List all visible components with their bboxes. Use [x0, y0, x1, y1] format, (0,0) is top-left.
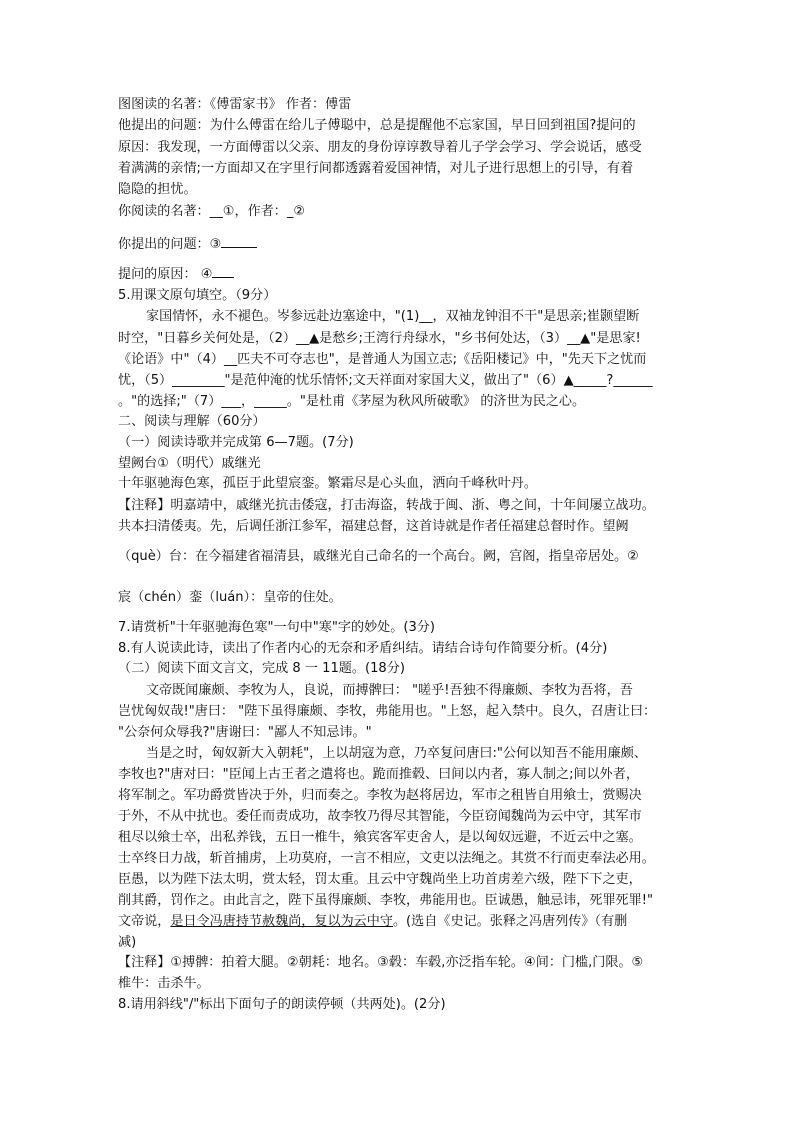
- classical-text-line: 于外，不从中扰也。委任而责成功，故李牧乃得尽其智能，今臣窃闻魏尚为云中守，其军市: [118, 809, 642, 824]
- classical-text-line: 当是之时，匈奴新大入朝耗"，上以胡寇为意，乃卒复问唐曰:"公何以知吾不能用廉颇、: [146, 746, 647, 761]
- classical-text-line: 削其爵，罚作之。由此言之，陛下虽得廉颇、李牧，弗能用也。臣诚愚，触忌讳，死罪死罪!": [118, 893, 654, 908]
- text-line: 时空，"日暮乡关何处是，（2）__▲是愁乡;王湾行舟绿水，"乡书何处达，（3）__▲"是思家!: [118, 331, 641, 346]
- question-item: 7.请赏析"十年驱驰海色寒"一句中"寒"字的妙处。(3分): [118, 620, 436, 635]
- text-line: 图图读的名著：《傅雷家书》 作者：傅雷: [118, 97, 352, 112]
- note-line: 宸（chén）銮（luán）：皇帝的住处。: [118, 590, 342, 605]
- classical-text-line: 租尽以飨士卒，出私养钱，五日一椎牛，飨宾客军吏舍人，是以匈奴远避，不近云中之塞。: [118, 830, 642, 845]
- subsection-heading: （二）阅读下面文言文，完成 8 一 11题。(18分): [118, 661, 405, 676]
- poem-title: 望阙台①（明代）戚继光: [118, 456, 261, 471]
- classical-text-line: "公奈何众辱我?"唐谢曰："鄙人不知忌讳。": [118, 725, 372, 740]
- note-line: 共本扫清倭夷。先，后调任浙江参军，福建总督，这首诗就是作者任福建总督时作。望阙: [118, 519, 629, 534]
- answer-blank: [221, 247, 257, 248]
- classical-text-line: 李牧也?"唐对曰："臣闻上古王者之遣将也。跪而推毂、曰间以内者，寡人制之;间以外者，: [118, 767, 639, 782]
- text-line: 你阅读的名著：__①，作者：_②: [118, 204, 306, 219]
- question-line: [118, 236, 688, 254]
- underlined-sentence: 是日令冯唐持节赦魏尚，复以为云中守: [170, 914, 393, 929]
- classical-text-line: 将军制之。军功爵赏皆决于外，归而奏之。李牧为赵将居边，军市之租皆自用飨士，赏赐决: [118, 788, 642, 803]
- text-line: 家国情怀，永不褪色。岑参远赴边塞途中，"(1)__，双袖龙钟泪不干"是思亲;崔颢望断: [146, 309, 640, 324]
- note-line: 【注释】明嘉靖中，戚继光抗击倭寇，打击海盗，转战于闽、浙、粤之间，十年间屡立战功。: [118, 498, 655, 513]
- section-heading: 二、阅读与理解（60分）: [118, 414, 266, 429]
- question-text: 你提出的问题：③: [118, 237, 222, 252]
- text-line: 。"的选择;"（7）___，_____。"是杜甫《茅屋为秋风所破歌》 的济世为民之心。: [118, 394, 586, 409]
- classical-text-line: [118, 913, 688, 931]
- answer-blank: [212, 277, 234, 278]
- reason-line: [118, 266, 688, 284]
- text-segment: 文帝说，: [118, 914, 171, 929]
- text-line: 着满满的亲情;一方面却又在字里行间都透露着爱国神情，对儿子进行思想上的引导，有着: [118, 161, 634, 176]
- text-line: 减): [118, 935, 137, 950]
- source-citation: 。(选自《史记。张释之冯唐列传》（有删: [392, 914, 628, 929]
- question-item: 8.请用斜线"/"标出下面句子的朗读停顿（共两处)。(2分): [118, 997, 446, 1012]
- section-heading: 5.用课文原句填空。（9分）: [118, 288, 277, 303]
- reason-text: 提问的原因： ④: [118, 267, 213, 282]
- text-line: 忧，（5）________"是范仲淹的忧乐情怀;文天祥面对家国大义，做出了"（6）▲_____?______: [118, 373, 653, 388]
- classical-text-line: 士卒终日力战，斩首捕虏，上功莫府，一言不相应，文吏以法绳之。其赏不行而吏奉法必用。: [118, 851, 655, 866]
- note-line: 【注释】①搏髀：拍着大腿。②朝耗：地名。③毂：车毂,亦泛指车轮。④间：门槛,门限。⑤: [118, 955, 644, 970]
- subsection-heading: （一）阅读诗歌并完成第 6—7题。(7分): [118, 435, 354, 450]
- note-line: 椎牛：击杀牛。: [118, 976, 210, 991]
- note-line: （què）台：在今福建省福清县，戚继光自己命名的一个高台。阙，宫阁，指皇帝居处。②: [118, 549, 639, 564]
- classical-text-line: 臣愚，以为陛下法太明，赏太轻，罚太重。且云中守魏尚坐上功首虏差六级，陛下下之吏，: [118, 872, 642, 887]
- text-line: 原因：我发现，一方面傅雷以父亲、朋友的身份谆谆教导着儿子学会学习、学会说话，感受: [118, 140, 642, 155]
- classical-text-line: 文帝既闻廉颇、李牧为人，良说，而搏髀曰： "嗟乎!吾独不得廉颇、李牧为吾将，吾: [146, 683, 633, 698]
- classical-text-line: 岂忧匈奴哉!"唐曰： "陛下虽得廉颇、李牧，弗能用也。"上怒，起入禁中。良久，召唐让曰：: [118, 704, 657, 719]
- text-line: 他提出的问题：为什么傅雷在给儿子傅聪中，总是提醒他不忘家国，早日回到祖国?提问的: [118, 118, 636, 133]
- poem-text: 十年驱驰海色寒，孤臣于此望宸銮。繁霜尽是心头血，洒向千峰秋叶丹。: [118, 476, 537, 491]
- text-line: 隐隐的担忧。: [118, 182, 197, 197]
- text-line: 《论语》中"（4）__匹夫不可夺志也"，是普通人为国立志;《岳阳楼记》中，"先天下之忧而: [118, 352, 647, 367]
- question-item: 8.有人说读此诗，读出了作者内心的无奈和矛盾纠结。请结合诗句作简要分析。(4分): [118, 641, 608, 656]
